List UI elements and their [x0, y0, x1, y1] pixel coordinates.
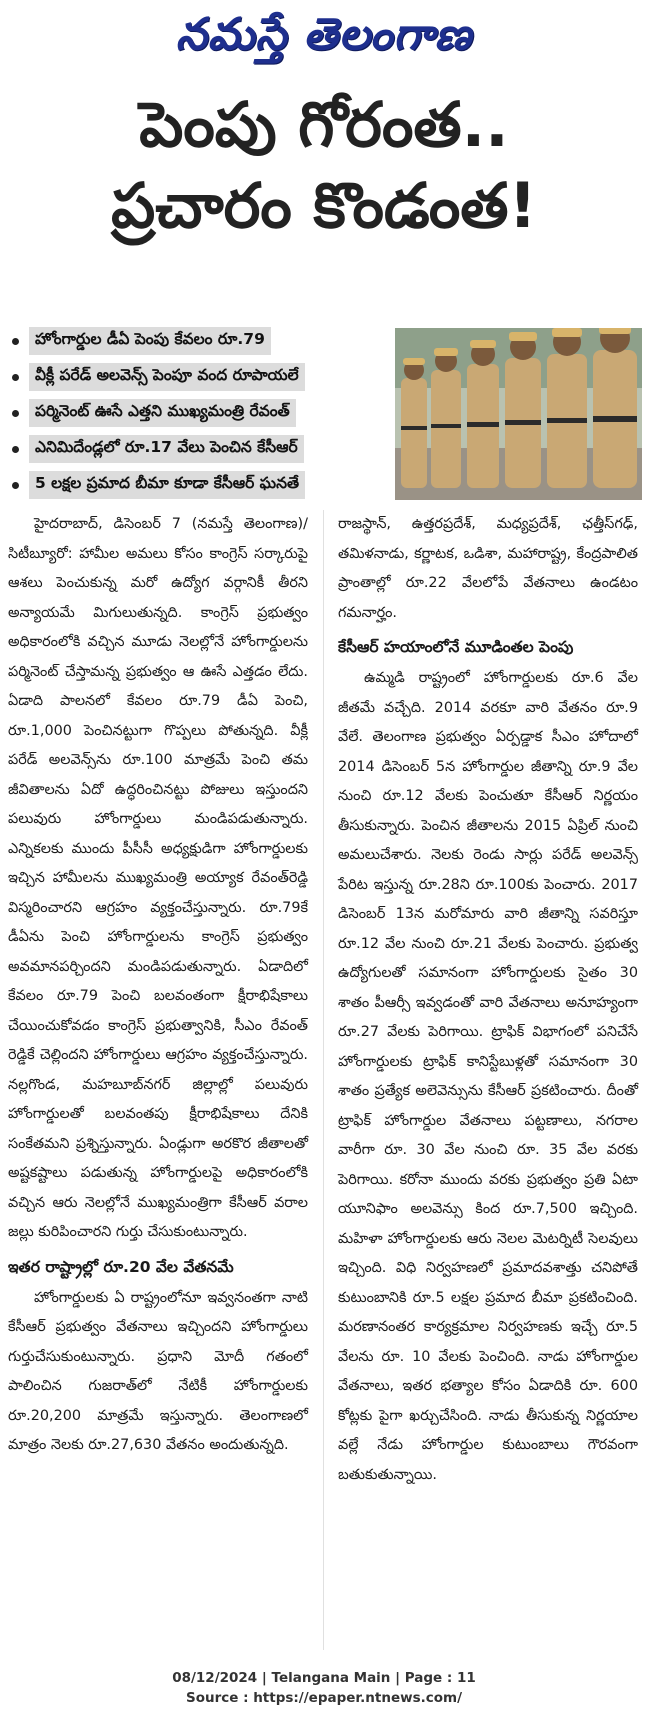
page-footer [0, 1668, 648, 1708]
home-guards-photo [395, 328, 642, 500]
article-column-right [338, 510, 638, 1490]
article-paragraph: హోంగార్డులకు ఏ రాష్ట్రంలోనూ ఇవ్వనంతగా నాటి కేసీఆర్ ప్రభుత్వం వేతనాలు ఇచ్చిందని హోంగార్డులు గుర్తుచేసుకుంటున్నారు. ప్రధాని మోదీ గతంలో పాలించిన గుజరాత్‌లో నేటికీ హోంగార్డులకు రూ.20,200 మాత్రమే ఇస్తున్నారు. తెలంగాణలో మాత్రం నెలకు రూ.27,630 వేతనం అందుతున్నది. [8, 1289, 308, 1453]
article-subheading: కేసీఆర్ హయాంలోనే మూడింతల పెంపు [338, 638, 574, 656]
bullet-text: ఎనిమిదేండ్లలో రూ.17 వేలు పెంచిన కేసీఆర్ [29, 435, 304, 463]
article-column-left [8, 510, 308, 1461]
article-paragraph: ఉమ్మడి రాష్ట్రంలో హోంగార్డులకు రూ.6 వేల జీతమే వచ్చేది. 2014 వరకూ వారి వేతనం రూ.9 వేలే. తెలంగాణ ప్రభుత్వం ఏర్పడ్డాక సీఎం హోదాలో 2014 డిసెంబర్ 5న హోంగార్డుల జీతాన్ని రూ.9 వేల నుంచి రూ.12 వేలకు పెంచుతూ కేసీఆర్ నిర్ణయం తీసుకున్నారు. పెంచిన జీతాలను 2015 ఏప్రిల్ నుంచి అమలుచేశారు. నెలకు రెండు సార్లు పరేడ్ అలవెన్స్ పేరిట ఇస్తున్న రూ.28ని రూ.100కు పెంచారు. 2017 డిసెంబర్ 13న మరోమారు వారి జీతాన్ని సవరిస్తూ రూ.12 వేల నుంచి రూ.21 వేలకు పెంచారు. ప్రభుత్వ ఉద్యోగులతో సమానంగా హోంగార్డులకు సైతం 30 శాతం పీఆర్సీ ఇవ్వడంతో వారి వేతనాలు అనూహ్యంగా రూ.27 వేలకు పెరిగాయి. ట్రాఫిక్ విభాగంలో పనిచేసే హోంగార్డులకు ట్రాఫిక్ కానిస్టేబుళ్లతో సమానంగా 30 శాతం ప్రత్యేక అలెవెన్సును కేసీఆర్ ప్రకటించారు. దీంతో ట్రాఫిక్ హోంగార్డుల వేతనాలు పట్టణాలు, నగరాల వారీగా రూ. 30 వేల నుంచి రూ. 35 వేల వరకు పెరిగాయి. కరోనా ముందు వరకు ప్రభుత్వం ప్రతి ఏటా యూనిఫాం అలవెన్సు కింద రూ.7,500 ఇచ్చింది. మహిళా హోంగార్డులకు ఆరు నెలల మెటర్నిటీ సెలవులు ఇచ్చింది. విధి నిర్వహణలో ప్రమాదవశాత్తు చనిపోతే కుటుంబానికి రూ.5 లక్షల ప్రమాద బీమా ప్రకటించింది. మరణానంతర కార్యక్రమాల నిర్వహణకు ఇచ్చే రూ.5 వేలను రూ. 10 వేలకు పెంచింది. నాడు హోంగార్డుల వేతనాలు, ఇతర భత్యాల కోసం ఏడాదికి రూ. 600 కోట్లకు పైగా ఖర్చుచేసింది. నాడు తీసుకున్న నిర్ణయాల వల్లే నేడు హోంగార్డుల కుటుంబాలు గౌరవంగా బతుకుతున్నాయి. [338, 670, 638, 1483]
bullet-dot-icon [12, 482, 19, 489]
bullet-item [10, 467, 388, 503]
footer-date-line: 08/12/2024 | Telangana Main | Page : 11 [172, 1670, 476, 1686]
bullet-dot-icon [12, 446, 19, 453]
highlight-bullets [10, 323, 388, 503]
bullet-item [10, 323, 388, 359]
article-subheading: ఇతర రాష్ట్రాల్లో రూ.20 వేల వేతనమే [8, 1257, 234, 1276]
bullet-item [10, 431, 388, 467]
bullet-text: వీక్లీ పరేడ్ అలవెన్స్ పెంపూ వంద రూపాయలే [29, 363, 305, 391]
headline-line-1: పెంపు గోరంత.. [139, 88, 509, 161]
masthead-title: నమస్తే తెలంగాణ [175, 9, 473, 60]
headline-line-2: ప్రచారం కొండంత! [111, 169, 537, 243]
bullet-item [10, 395, 388, 431]
bullet-dot-icon [12, 374, 19, 381]
headline [0, 88, 648, 243]
footer-source-line: Source : https://epaper.ntnews.com/ [185, 1690, 463, 1706]
masthead-logo [0, 0, 648, 80]
bullet-text: పర్మినెంట్ ఊసే ఎత్తని ముఖ్యమంత్రి రేవంత్ [29, 399, 296, 427]
article-paragraph: రాజస్థాన్, ఉత్తరప్రదేశ్, మధ్యప్రదేశ్, ఛత్తీస్‌గఢ్, తమిళనాడు, కర్ణాటక, ఒడిశా, మహారాష్ట్ర, కేంద్రపాలిత ప్రాంతాల్లో రూ.22 వేలలోపే వేతనాలు ఉండటం గమనార్హం. [338, 516, 638, 621]
bullet-item [10, 359, 388, 395]
bullet-dot-icon [12, 410, 19, 417]
bullet-dot-icon [12, 338, 19, 345]
article-paragraph: హైదరాబాద్, డిసెంబర్ 7 (నమస్తే తెలంగాణ)/సిటీబ్యూరో: హామీల అమలు కోసం కాంగ్రెస్ సర్కారుపై ఆశలు పెంచుకున్న మరో ఉద్యోగ వర్గానికీ తీరని అన్యాయమే మిగులుతున్నది. కాంగ్రెస్ ప్రభుత్వం అధికారంలోకి వచ్చిన మూడు నెలల్లోనే హోంగార్డులను పర్మినెంట్ చేస్తామన్న ప్రభుత్వం ఆ ఊసే ఎత్తడం లేదు. ఏడాది పాలనలో కేవలం రూ.79 డీఏ పెంచి, రూ.1,000 పెంచినట్టుగా గొప్పలు పోతున్నది. వీక్లీ పరేడ్ అలవెన్స్‌ను రూ.100 మాత్రమే పెంచి తమ జీవితాలను ఏదో ఉద్ధరించినట్టు పోజులు ఇస్తుందని పలువురు హోంగార్డులు మండిపడుతున్నారు. ఎన్నికలకు ముందు పీసీసీ అధ్యక్షుడిగా హోంగార్డులకు ఇచ్చిన హామీలను ముఖ్యమంత్రి అయ్యాక రేవంత్‌రెడ్డి విస్మరించారని ఆగ్రహం వ్యక్తంచేస్తున్నారు. రూ.79కే డీఏను పెంచి హోంగార్డులను కాంగ్రెస్ ప్రభుత్వం అవమానపర్చిందని మండిపడుతున్నారు. ఏడాదిలో కేవలం రూ.79 పెంచి బలవంతంగా క్షీరాభిషేకాలు చేయించుకోవడం కాంగ్రెస్ ప్రభుత్వానికి, సీఎం రేవంత్ రెడ్డికే చెల్లిందని హోంగార్డులు ఆగ్రహం వ్యక్తంచేస్తున్నారు. నల్లగొండ, మహబూబ్‌నగర్ జిల్లాల్లో పలువురు హోంగార్డులతో బలవంతపు క్షీరాభిషేకాలు దేనికి సంకేతమని ప్రశ్నిస్తున్నారు. ఏండ్లుగా అరకొర జీతాలతో అష్టకష్టాలు పడుతున్న హోంగార్డులపై అధికారంలోకి వచ్చిన ఆరు నెలల్లోనే ముఖ్యమంత్రిగా కేసీఆర్ వరాల జల్లు కురిపించారని గుర్తు చేసుకుంటున్నారు. [8, 516, 308, 1240]
bullet-text: 5 లక్షల ప్రమాద బీమా కూడా కేసీఆర్ ఘనతే [29, 471, 305, 499]
column-divider [323, 510, 324, 1650]
bullet-text: హోంగార్డుల డీఏ పెంపు కేవలం రూ.79 [29, 327, 271, 355]
